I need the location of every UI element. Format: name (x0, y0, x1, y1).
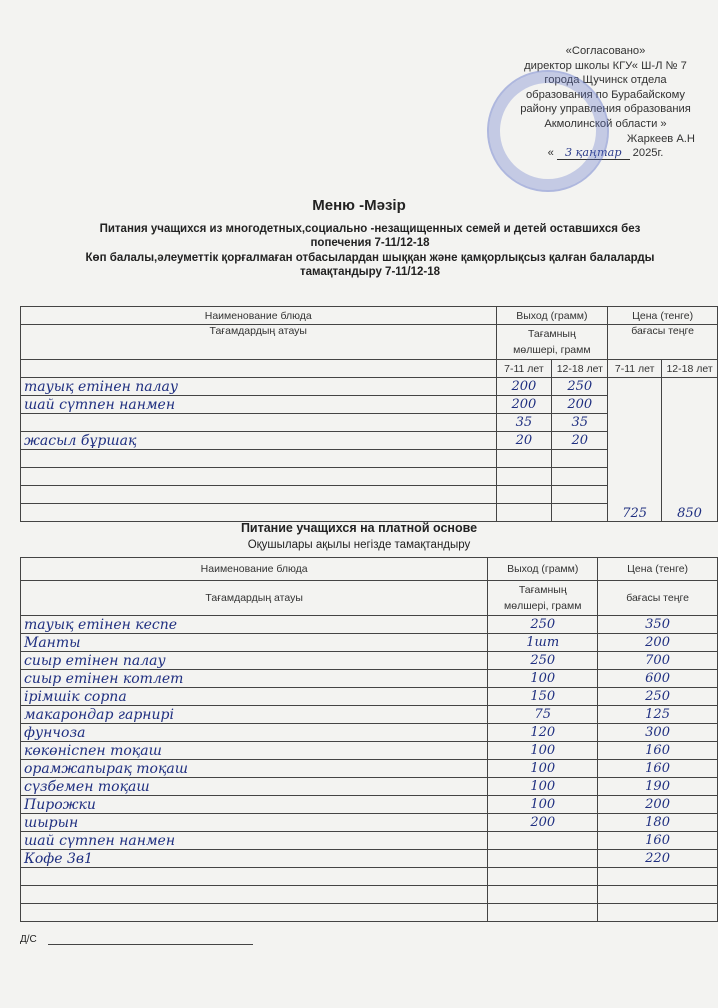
table-row (21, 670, 718, 688)
output-value (488, 850, 598, 868)
output-value: 200 (488, 814, 598, 832)
output-value: 250 (552, 378, 608, 396)
table-row (21, 378, 718, 396)
age-header: 12-18 лет (662, 360, 718, 378)
col-header-price-kz: бағасы теңге (598, 581, 718, 616)
price-value: 160 (598, 742, 718, 760)
col-header-name: Наименование блюда (21, 307, 497, 325)
table-row (21, 634, 718, 652)
col-header-price-kz: бағасы теңге (608, 325, 718, 360)
table-row (21, 868, 718, 886)
output-value: 1шт (488, 634, 598, 652)
output-value: 200 (496, 378, 552, 396)
section-title-paid: Питание учащихся на платной основе (240, 521, 478, 535)
price-value: 850 (677, 506, 702, 521)
handwritten-date: 3 қаңтар (557, 146, 630, 160)
output-value: 200 (496, 396, 552, 414)
table-row (21, 706, 718, 724)
col-header-output-kz: Тағамның мөлшері, грамм (488, 581, 598, 616)
output-value: 100 (488, 778, 598, 796)
price-value: 190 (598, 778, 718, 796)
output-value: 250 (488, 652, 598, 670)
col-header-price: Цена (тенге) (608, 307, 718, 325)
dish-name: ірімшік сорпа (21, 688, 488, 706)
price-value: 250 (598, 688, 718, 706)
dish-name: көкөніспен тоқаш (21, 742, 488, 760)
price-value: 600 (598, 670, 718, 688)
col-header-name: Наименование блюда (21, 558, 488, 581)
dish-name: сиыр етінен палау (21, 652, 488, 670)
table-row (21, 688, 718, 706)
subtitle-ru: Питания учащихся из многодетных,социально -незащищенных семей и детей оставшихся без попечения 7-11/12-18 (99, 223, 641, 249)
dish-name: тауық етінен палау (21, 378, 497, 396)
table-row (21, 742, 718, 760)
dish-name: орамжапырақ тоқаш (21, 760, 488, 778)
output-value: 20 (496, 432, 552, 450)
table-row (21, 724, 718, 742)
price-value: 700 (598, 652, 718, 670)
price-value: 200 (598, 796, 718, 814)
col-header-name-kz: Тағамдардың атауы (21, 581, 488, 616)
dish-name: тауық етінен кеспе (21, 616, 488, 634)
dish-name: фунчоза (21, 724, 488, 742)
price-value: 725 (622, 506, 648, 521)
dish-name: Манты (21, 634, 488, 652)
approval-date: « 3 қаңтар 2025г. (547, 146, 664, 160)
col-header-output: Выход (грамм) (488, 558, 598, 581)
price-value: 160 (598, 760, 718, 778)
section-subtitle-paid: Оқушылары ақылы негізде тамақтандыру (247, 539, 471, 551)
col-header-output-kz: Тағамның мөлшері, грамм (496, 325, 608, 360)
dish-name: макарондар гарнирі (21, 706, 488, 724)
approval-line: «Согласовано» (565, 45, 646, 57)
output-value: 35 (552, 414, 608, 432)
age-header: 7-11 лет (608, 360, 662, 378)
output-value: 100 (488, 796, 598, 814)
price-value: 300 (598, 724, 718, 742)
table-row (21, 832, 718, 850)
output-value: 200 (552, 396, 608, 414)
menu-table-benefit (20, 306, 718, 522)
table-row (21, 886, 718, 904)
price-value: 125 (598, 706, 718, 724)
table-row (21, 904, 718, 922)
age-header: 7-11 лет (496, 360, 552, 378)
col-header-output: Выход (грамм) (496, 307, 608, 325)
price-value: 350 (598, 616, 718, 634)
dish-name: шай сүтпен нанмен (21, 832, 488, 850)
table-row (21, 850, 718, 868)
signature-line (48, 944, 253, 945)
page-title: Меню -Мәзір (312, 197, 406, 214)
output-value: 250 (488, 616, 598, 634)
round-stamp-icon (487, 70, 609, 192)
output-value: 75 (488, 706, 598, 724)
output-value: 100 (488, 742, 598, 760)
table-row (21, 760, 718, 778)
output-value: 150 (488, 688, 598, 706)
approval-line: Акмолинской области » (544, 117, 667, 130)
approval-line: образования по Бурабайскому (525, 88, 686, 101)
price-value: 180 (598, 814, 718, 832)
output-value: 100 (488, 760, 598, 778)
price-value: 220 (598, 850, 718, 868)
age-header: 12-18 лет (552, 360, 608, 378)
approval-line: Жаркеев А.Н (626, 132, 695, 145)
output-value: 100 (488, 670, 598, 688)
table-row (21, 652, 718, 670)
table-row (21, 796, 718, 814)
dish-name: жасыл бұршақ (21, 432, 497, 450)
dish-name: Кофе 3в1 (21, 850, 488, 868)
output-value (488, 832, 598, 850)
price-value: 200 (598, 634, 718, 652)
dish-name: сиыр етінен котлет (21, 670, 488, 688)
output-value: 120 (488, 724, 598, 742)
col-header-name-kz: Тағамдардың атауы (21, 325, 497, 360)
table-row (21, 616, 718, 634)
table-row (21, 778, 718, 796)
price-value: 160 (598, 832, 718, 850)
dish-name: сүзбемен тоқаш (21, 778, 488, 796)
approval-line: директор школы КГУ« Ш-Л № 7 (524, 59, 687, 72)
table-row (21, 814, 718, 832)
dish-name: шырын (21, 814, 488, 832)
approval-line: району управления образования (520, 103, 691, 116)
subtitle-kz: Көп балалы,әлеуметтік қорғалмаған отбасылардан шыққан және қамқорлықсыз қалған балаларды тамақтандыру 7-11/12-18 (85, 252, 655, 278)
approval-line: города Щучинск отдела (544, 74, 667, 87)
menu-table-paid (20, 557, 718, 922)
footer-ds-label: Д/С (20, 934, 37, 945)
dish-name (21, 414, 497, 432)
output-value: 20 (552, 432, 608, 450)
output-value: 35 (496, 414, 552, 432)
col-header-price: Цена (тенге) (598, 558, 718, 581)
dish-name: шай сүтпен нанмен (21, 396, 497, 414)
dish-name: Пирожки (21, 796, 488, 814)
